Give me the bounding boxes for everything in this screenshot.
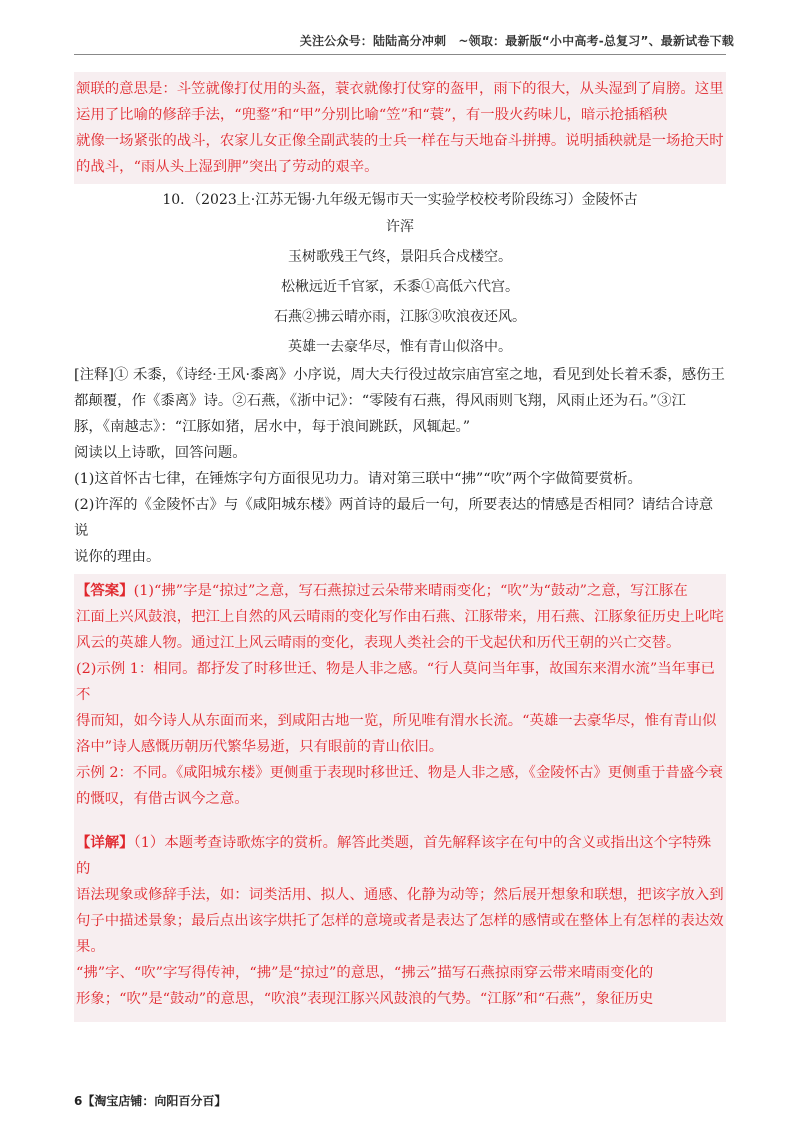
explanation-line: 的战斗，“雨从头上湿到胛”突出了劳动的艰辛。 [76,159,379,175]
answer-line: 的慨叹，有借古讽今之意。 [76,791,249,807]
page-footer [74,1092,226,1109]
page-content [74,72,726,1022]
detail-text: （1）本题考查诗歌炼字的赏析。解答此类题，首先解释该字在句中的含义或指出这个字特殊的 [76,835,712,877]
answer-line [76,578,724,604]
question-2-line: (2)许浑的《金陵怀古》与《咸阳城东楼》两首诗的最后一句，所要表达的情感是否相同？请结合诗意说 [74,497,714,539]
answer-line: 江面上兴风鼓浪，把江上自然的风云晴雨的变化写作由石燕、江豚带来，用石燕、江豚象征历史上叱咤 [76,609,724,625]
answer-line: 风云的英雄人物。通过江上风云晴雨的变化，表现人类社会的干戈起伏和历代王朝的兴亡交替。 [76,635,681,651]
instruction: 阅读以上诗歌，回答问题。 [74,445,247,461]
page-header: 关注公众号：陆陆高分冲刺 ~领取：最新版“小中高考-总复习”、最新试卷下载 [299,34,734,48]
question-1: (1)这首怀古七律，在锤炼字句方面很见功力。请对第三联中“拂”“吹”两个字做简要赏析。 [74,471,642,487]
answer-line: 洛中”诗人感慨历朝历代繁华易逝，只有眼前的青山依旧。 [76,739,444,755]
explanation-line: 颔联的意思是：斗笠就像打仗用的头盔，蓑衣就像打仗穿的盔甲，雨下的很大，从头湿到了肩膀。这里 [76,81,724,97]
poem-line: 松楸远近千官冢，禾黍①高低六代宫。 [281,279,519,295]
detail-line: 语法现象或修辞手法，如：词类活用、拟人、通感、化静为动等；然后展开想象和联想，把该字放入到 [76,887,724,903]
poem-line: 玉树歌残王气终，景阳兵合戍楼空。 [288,249,512,265]
poem-author: 许浑 [386,219,414,235]
answer-block [74,574,726,1022]
detail-line: 形象；“吹”是“鼓动”的意思，“吹浪”表现江豚兴风鼓浪的气势。“江豚”和“石燕”，象征历史 [76,991,654,1007]
question-title: 10．（2023上·江苏无锡·九年级无锡市天一实验学校校考阶段练习）金陵怀古 [162,192,638,208]
previous-explanation-block [74,72,726,184]
answer-tag: 【答案】 [76,582,134,599]
notes-line: 都颠覆，作《黍离》诗。②石燕，《浙中记》：“零陵有石燕，得风雨则飞翔，风雨止还为石。”③江 [74,393,686,409]
answer-line: 示例 2：不同。《咸阳城东楼》更侧重于表现时移世迁、物是人非之感，《金陵怀古》更侧重于昔盛今衰 [76,765,723,781]
detail-line: 果。 [76,939,105,955]
poem-line: 英雄一去豪华尽，惟有青山似洛中。 [288,339,512,355]
detail-line [76,830,724,882]
header-divider [74,54,726,55]
poem-line: 石燕②拂云晴亦雨，江豚③吹浪夜还风。 [274,309,526,325]
answer-text: (1)“拂”字是“掠过”之意，写石燕掠过云朵带来晴雨变化；“吹”为“鼓动”之意，写江豚在 [133,583,688,599]
answer-spacer [76,812,724,830]
question-2-line: 说你的理由。 [74,549,161,565]
footer-shop-text: 【淘宝店铺：向阳百分百】 [82,1094,227,1108]
notes-line: [注释]① 禾黍，《诗经·王风·黍离》小序说，周大夫行役过故宗庙宫室之地，看见到处长着禾黍，感伤王 [74,367,725,383]
notes-line: 豚，《南越志》：“江豚如猪，居水中，每于浪间跳跃，风辄起。” [74,419,471,435]
explanation-line: 就像一场紧张的战斗，农家儿女正像全副武装的士兵一样在与天地奋斗拼搏。说明插秧就是一场抢天时 [76,133,724,149]
detail-line: “拂”字、“吹”字写得传神，“拂”是“掠过”的意思，“拂云”描写石燕掠雨穿云带来晴雨变化的 [76,965,654,981]
answer-line: 得而知，如今诗人从东面而来，到咸阳古地一览，所见唯有渭水长流。“英雄一去豪华尽，惟有青山似 [76,713,717,729]
detail-line: 句子中描述景象；最后点出该字烘托了怎样的意境或者是表达了怎样的感情或在整体上有怎样的表达效 [76,913,724,929]
answer-line: (2)示例 1：相同。都抒发了时移世迁、物是人非之感。“行人莫问当年事，故国东来渭水流”当年事已不 [76,661,715,703]
detail-tag: 【详解】 [76,834,134,851]
page-number: 6 [74,1094,83,1108]
explanation-line: 运用了比喻的修辞手法，“兜鍪”和“甲”分别比喻“笠”和“蓑”，有一股火药味儿，暗示抢插稻秧 [76,107,668,123]
